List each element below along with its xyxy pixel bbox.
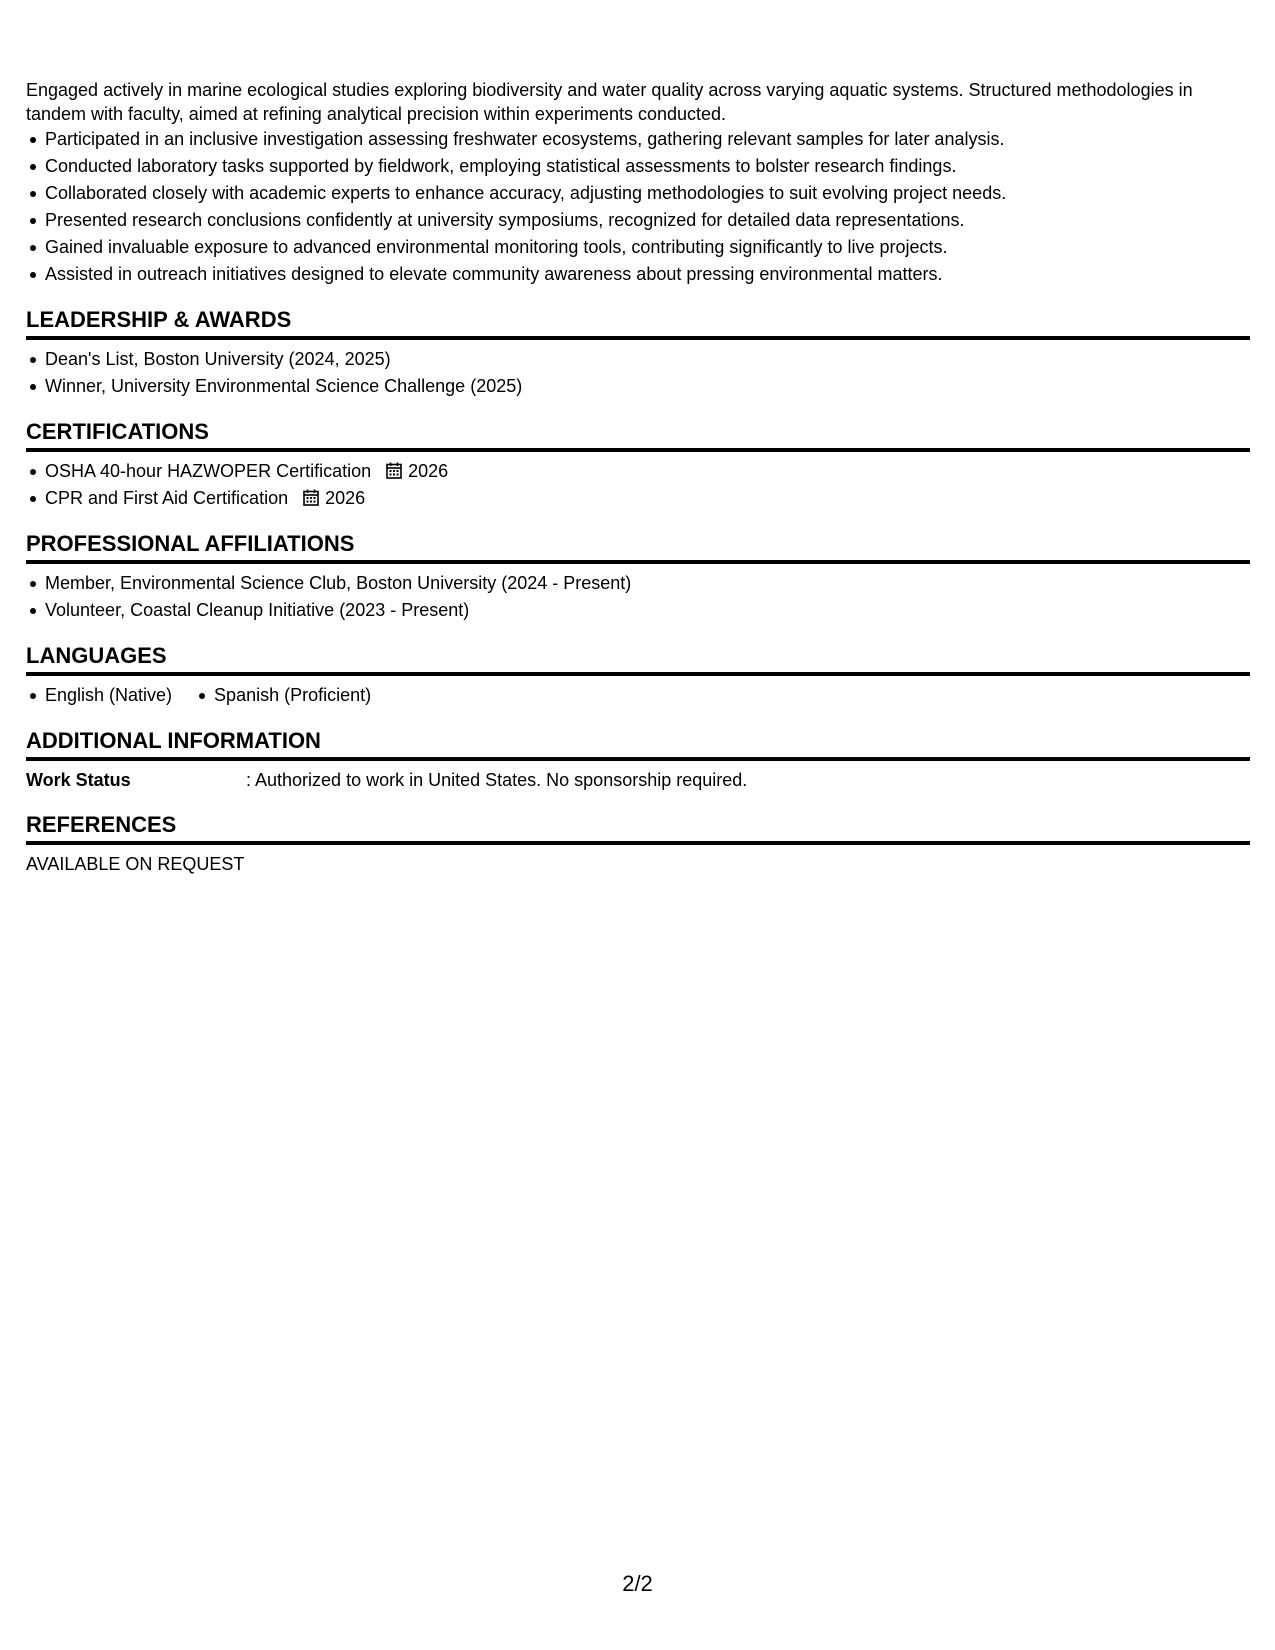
certification-name: OSHA 40-hour HAZWOPER Certification: [45, 461, 372, 481]
languages-section: [26, 642, 1250, 709]
leadership-section: [26, 306, 1250, 400]
certification-name: CPR and First Aid Certification: [45, 488, 289, 508]
certification-year: 2026: [408, 461, 449, 481]
calendar-icon: [303, 489, 319, 506]
list-item: Conducted laboratory tasks supported by fieldwork, employing statistical assessments to bolster research findings.: [45, 153, 1250, 180]
experience-summary: Engaged actively in marine ecological studies exploring biodiversity and water quality across varying aquatic systems. Structured methodologies in tandem with faculty, aimed at refining analytical precision within experiments conducted.: [26, 80, 1193, 124]
affiliations-section: [26, 530, 1250, 624]
list-item: Gained invaluable exposure to advanced environmental monitoring tools, contributing significantly to live projects.: [45, 234, 1250, 261]
list-item: [45, 458, 1250, 485]
list-item: Participated in an inclusive investigation assessing freshwater ecosystems, gathering relevant samples for later analysis.: [45, 126, 1250, 153]
list-item: Spanish (Proficient): [214, 682, 371, 709]
work-status-value: : Authorized to work in United States. No sponsorship required.: [246, 770, 748, 790]
certification-year: 2026: [325, 488, 366, 508]
section-title: LEADERSHIP & AWARDS: [26, 306, 1250, 340]
affiliations-list: [26, 570, 1250, 624]
list-item: Winner, University Environmental Science Challenge (2025): [45, 373, 1250, 400]
languages-list: [26, 682, 1250, 709]
section-title: ADDITIONAL INFORMATION: [26, 727, 1250, 761]
list-item: Dean's List, Boston University (2024, 2025): [45, 346, 1250, 373]
additional-info-section: [26, 727, 1250, 793]
list-item: Collaborated closely with academic experts to enhance accuracy, adjusting methodologies to suit evolving project needs.: [45, 180, 1250, 207]
experience-bullets: [26, 126, 1250, 288]
section-title: REFERENCES: [26, 811, 1250, 845]
references-section: [26, 811, 1250, 877]
section-title: PROFESSIONAL AFFILIATIONS: [26, 530, 1250, 564]
leadership-list: [26, 346, 1250, 400]
work-status-label: Work Status: [26, 770, 131, 790]
calendar-icon: [386, 462, 402, 479]
references-text: AVAILABLE ON REQUEST: [26, 854, 245, 874]
work-status-row: [26, 767, 1250, 793]
certifications-section: [26, 418, 1250, 512]
list-item: Assisted in outreach initiatives designed to elevate community awareness about pressing environmental matters.: [45, 261, 1250, 288]
section-title: LANGUAGES: [26, 642, 1250, 676]
list-item: [45, 485, 1250, 512]
certifications-list: [26, 458, 1250, 512]
section-title: CERTIFICATIONS: [26, 418, 1250, 452]
list-item: Volunteer, Coastal Cleanup Initiative (2023 - Present): [45, 597, 1250, 624]
resume-page: [26, 78, 1250, 877]
list-item: Presented research conclusions confidently at university symposiums, recognized for detailed data representations.: [45, 207, 1250, 234]
list-item: English (Native): [45, 682, 172, 709]
list-item: Member, Environmental Science Club, Boston University (2024 - Present): [45, 570, 1250, 597]
page-number: 2/2: [622, 1571, 653, 1596]
